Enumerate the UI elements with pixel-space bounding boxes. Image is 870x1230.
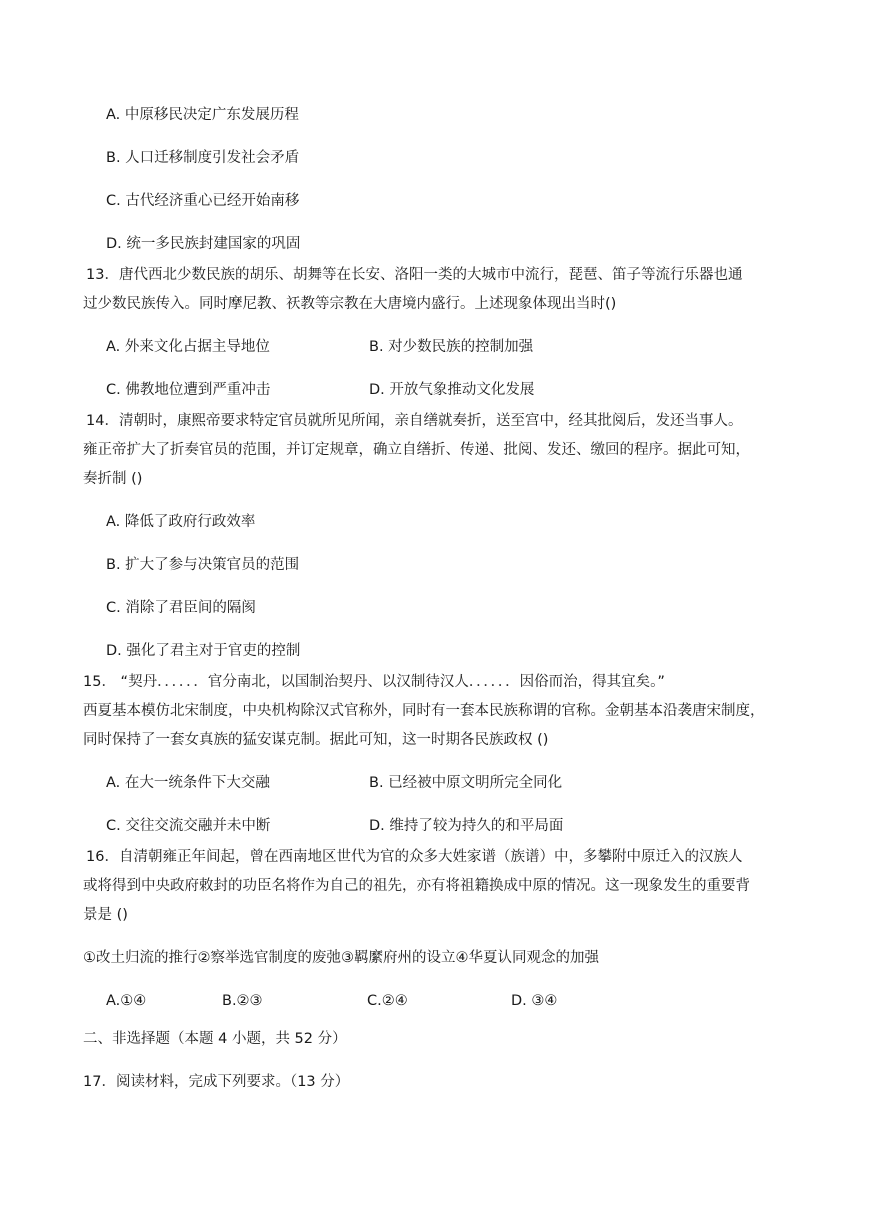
q14-option-a: A. 降低了政府行政效率 xyxy=(106,514,256,530)
q13-stem-line-2: 过少数民族传入。同时摩尼教、祆教等宗教在大唐境内盛行。上述现象体现出当时() xyxy=(83,296,617,312)
q17-stem: 17．阅读材料，完成下列要求。（13 分） xyxy=(83,1074,350,1090)
q13-option-b: B. 对少数民族的控制加强 xyxy=(369,339,534,355)
q13-option-c: C. 佛教地位遭到严重冲击 xyxy=(106,382,271,398)
q15-option-c: C. 交往交流交融并未中断 xyxy=(106,818,271,834)
q14-option-b: B. 扩大了参与决策官员的范围 xyxy=(106,557,300,573)
q12-option-b: B. 人口迁移制度引发社会矛盾 xyxy=(106,150,300,166)
q16-option-b: B.②③ xyxy=(222,993,263,1009)
q12-option-a: A. 中原移民决定广东发展历程 xyxy=(106,107,299,123)
q16-option-d: D. ③④ xyxy=(511,993,558,1009)
q14-stem-line-2: 雍正帝扩大了折奏官员的范围，并订定规章，确立自缮折、传递、批阅、发还、缴回的程序。据此可知， xyxy=(83,442,750,458)
q16-stem-line-2: 或将得到中央政府敕封的功臣名将作为自己的祖先，亦有将祖籍换成中原的情况。这一现象发生的重要背 xyxy=(83,878,750,894)
q13-option-d: D. 开放气象推动文化发展 xyxy=(369,382,535,398)
q16-option-a: A.①④ xyxy=(106,993,147,1009)
q15-option-a: A. 在大一统条件下大交融 xyxy=(106,775,270,791)
q15-option-b: B. 已经被中原文明所完全同化 xyxy=(369,775,563,791)
q16-statements: ①改土归流的推行②察举选官制度的废弛③羁縻府州的设立④华夏认同观念的加强 xyxy=(83,950,599,966)
q15-stem-line-1: 15． “契丹．．．．．．官分南北，以国制治契丹、以汉制待汉人．．．．．．因俗而治，得其宜矣。” xyxy=(83,674,665,690)
q14-stem-line-3: 奏折制 () xyxy=(83,471,143,487)
q12-option-c: C. 古代经济重心已经开始南移 xyxy=(106,193,300,209)
q12-option-d: D. 统一多民族封建国家的巩固 xyxy=(106,236,301,252)
q14-option-c: C. 消除了君臣间的隔阂 xyxy=(106,600,256,616)
q15-stem-line-2: 西夏基本模仿北宋制度，中央机构除汉式官称外，同时有一套本民族称谓的官称。金朝基本沿袭唐宋制度， xyxy=(83,703,765,719)
q16-option-c: C.②④ xyxy=(367,993,408,1009)
q14-option-d: D. 强化了君主对于官吏的控制 xyxy=(106,643,301,659)
q15-option-d: D. 维持了较为持久的和平局面 xyxy=(369,818,564,834)
q16-stem-line-1: 16．自清朝雍正年间起，曾在西南地区世代为官的众多大姓家谱（族谱）中，多攀附中原迁入的汉族人 xyxy=(86,849,743,865)
q13-option-a: A. 外来文化占据主导地位 xyxy=(106,339,270,355)
q15-stem-line-3: 同时保持了一套女真族的猛安谋克制。据此可知，这一时期各民族政权 () xyxy=(83,732,549,748)
q14-stem-line-1: 14．清朝时，康熙帝要求特定官员就所见所闻，亲自缮就奏折，送至宫中，经其批阅后，发还当事人。 xyxy=(86,413,743,429)
q13-stem-line-1: 13．唐代西北少数民族的胡乐、胡舞等在长安、洛阳一类的大城市中流行，琵琶、笛子等流行乐器也通 xyxy=(86,267,743,283)
section-2-heading: 二、非选择题（本题 4 小题，共 52 分） xyxy=(83,1031,347,1047)
q16-stem-line-3: 景是 () xyxy=(83,907,128,923)
